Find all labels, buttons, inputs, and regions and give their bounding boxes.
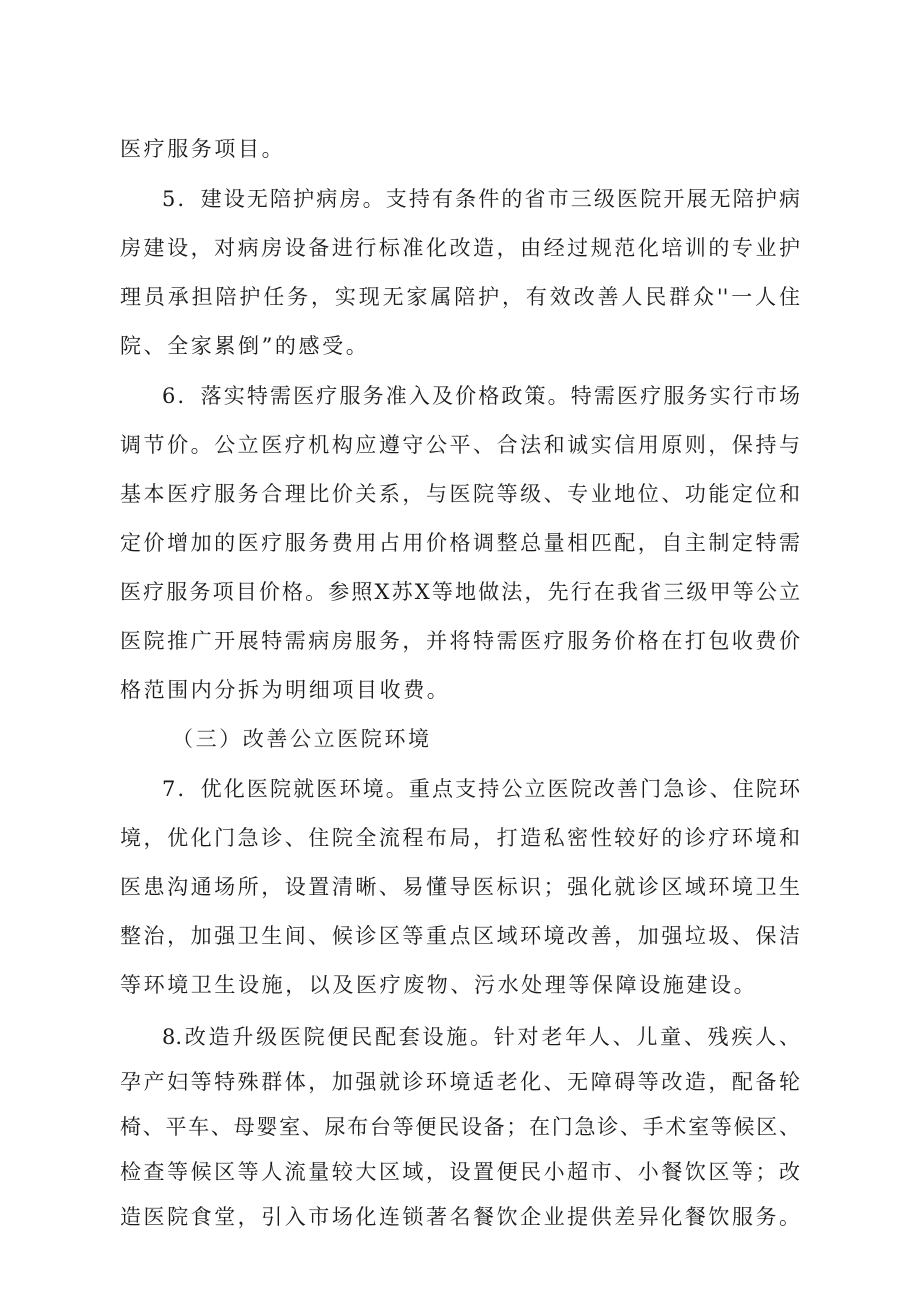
paragraph-8-line-1: 8.改造升级医院便民配套设施。针对老年人、儿童、残疾人、 (162, 1025, 800, 1049)
paragraph-7-line-3: 医患沟通场所，设置清晰、易懂导医标识；强化就诊区域环境卫生 (120, 875, 800, 899)
paragraph-6-line-7: 格范围内分拆为明细项目收费。 (120, 678, 451, 702)
paragraph-7-line-1: 7．优化医院就医环境。重点支持公立医院改善门急诊、住院环 (162, 777, 800, 801)
paragraph-6-line-2: 调节价。公立医疗机构应遵守公平、合法和诚实信用原则，保持与 (120, 433, 800, 457)
paragraph-5-line-3: 理员承担陪护任务，实现无家属陪护，有效改善人民群众''一人住 (120, 285, 800, 309)
paragraph-7-line-4: 整治，加强卫生间、候诊区等重点区域环境改善，加强垃圾、保洁 (120, 924, 800, 948)
paragraph-7-line-2: 境，优化门急诊、住院全流程布局，打造私密性较好的诊疗环境和 (120, 826, 800, 850)
section-heading: （三）改善公立医院环境 (172, 727, 432, 751)
paragraph-6-line-6: 医院推广开展特需病房服务，并将特需医疗服务价格在打包收费价 (120, 629, 800, 653)
paragraph-8-line-5: 造医院食堂，引入市场化连锁著名餐饮企业提供差异化餐饮服务。 (120, 1205, 800, 1229)
paragraph-6-line-4: 定价增加的医疗服务费用占用价格调整总量相匹配，自主制定特需 (120, 531, 800, 555)
paragraph-8-line-2: 孕产妇等特殊群体，加强就诊环境适老化、无障碍等改造，配备轮 (120, 1070, 800, 1094)
paragraph-5-line-2: 房建设，对病房设备进行标准化改造，由经过规范化培训的专业护 (120, 236, 800, 260)
paragraph-6-line-5: 医疗服务项目价格。参照X苏X等地做法，先行在我省三级甲等公立 (120, 580, 800, 604)
paragraph-5-line-1: 5．建设无陪护病房。支持有条件的省市三级医院开展无陪护病 (162, 187, 800, 211)
paragraph-5-line-4: 院、全家累倒”的感受。 (120, 334, 370, 358)
paragraph-6-line-3: 基本医疗服务合理比价关系，与医院等级、专业地位、功能定位和 (120, 482, 800, 506)
paragraph-7-line-5: 等环境卫生设施，以及医疗废物、污水处理等保障设施建设。 (120, 973, 758, 997)
paragraph-8-line-4: 检查等候区等人流量较大区域，设置便民小超市、小餐饮区等；改 (120, 1160, 800, 1184)
text-line: 医疗服务项目。 (120, 137, 286, 161)
paragraph-6-line-1: 6．落实特需医疗服务准入及价格政策。特需医疗服务实行市场 (162, 384, 800, 408)
paragraph-8-line-3: 椅、平车、母婴室、尿布台等便民设备；在门急诊、手术室等候区、 (120, 1115, 800, 1139)
